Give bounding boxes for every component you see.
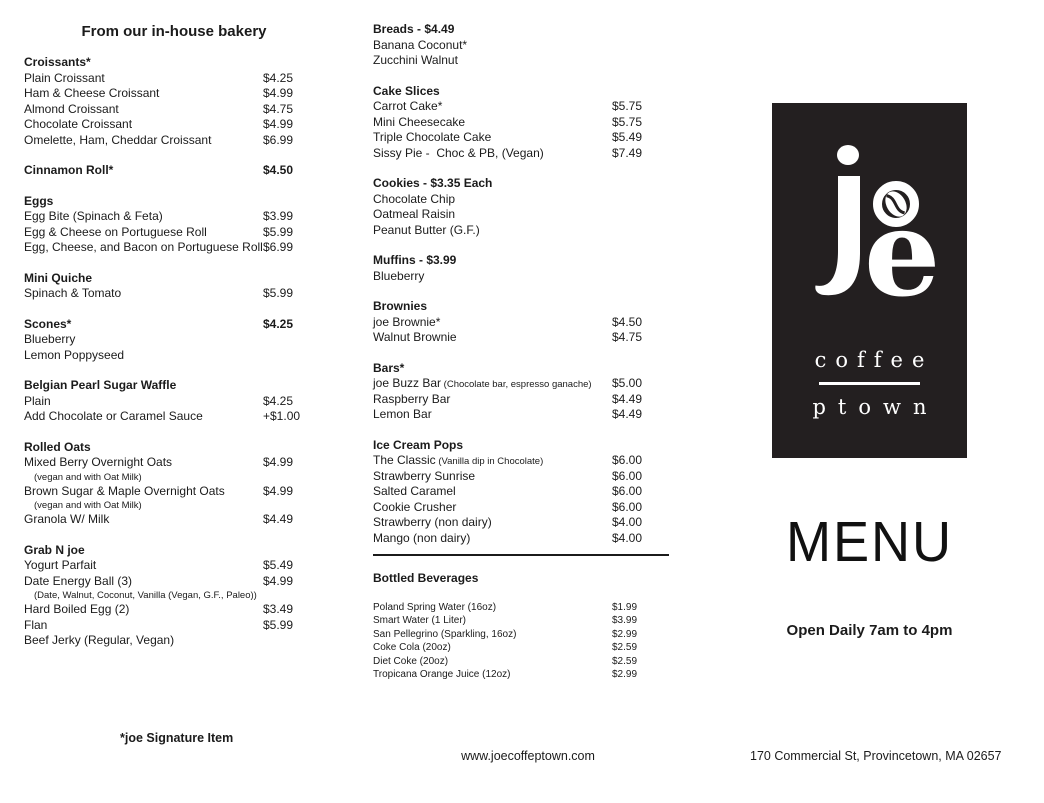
left-sections — [24, 55, 314, 649]
menu-item-row — [24, 71, 314, 87]
menu-item-name: Banana Coconut* — [373, 37, 468, 52]
menu-item-price: $4.99 — [263, 117, 294, 131]
section-heading-row — [373, 438, 673, 454]
menu-item-price: $4.49 — [263, 512, 294, 526]
menu-item-name: Lemon Bar — [373, 407, 432, 421]
middle-sections — [373, 22, 673, 682]
menu-item-row — [373, 38, 673, 54]
menu-item-price: $4.50 — [612, 314, 643, 329]
menu-section — [373, 84, 673, 162]
menu-item-price: $6.00 — [612, 499, 643, 514]
menu-item-price: $4.00 — [612, 515, 643, 529]
menu-item-price: $4.49 — [612, 391, 643, 406]
menu-item-price: $5.99 — [263, 224, 294, 239]
menu-item-name: Cookie Crusher — [373, 499, 457, 514]
logo-ptown-text: ptown — [812, 395, 939, 419]
section-heading: Scones* — [24, 316, 72, 331]
menu-item-price: $6.00 — [612, 453, 643, 467]
menu-item-row — [24, 455, 314, 471]
menu-section — [373, 253, 673, 284]
menu-item-name: Lemon Poppyseed — [24, 347, 125, 362]
menu-item-note: (Vanilla dip in Chocolate) — [435, 456, 544, 467]
menu-section — [24, 317, 314, 364]
menu-item-row — [373, 453, 673, 469]
menu-item-row — [24, 209, 314, 225]
section-heading: Breads - $4.49 — [373, 22, 455, 36]
section-heading: Bottled Beverages — [373, 571, 479, 585]
menu-item-price: $5.49 — [612, 130, 643, 144]
menu-item-price: $1.99 — [612, 601, 638, 613]
menu-item-row — [373, 392, 673, 408]
menu-item-price: $2.59 — [612, 655, 638, 667]
menu-item-price: +$1.00 — [263, 409, 301, 423]
menu-item-name: joe Brownie* — [373, 314, 441, 329]
menu-item-name: Granola W/ Milk — [24, 512, 110, 526]
menu-item-row — [24, 117, 314, 133]
section-heading: Ice Cream Pops — [373, 437, 464, 452]
menu-item-name: Strawberry (non dairy) — [373, 515, 492, 529]
menu-item-price: $6.00 — [612, 484, 643, 498]
menu-item-row — [24, 633, 314, 649]
menu-item-row — [24, 348, 314, 364]
menu-item-name: Plain — [24, 393, 51, 408]
menu-item-row — [24, 602, 314, 618]
logo-divider-line — [819, 382, 920, 385]
menu-item-name: Blueberry — [24, 332, 76, 346]
menu-item-row — [373, 500, 673, 516]
menu-item-row — [24, 332, 314, 348]
menu-item-price: $4.99 — [263, 483, 294, 498]
section-heading-row — [373, 253, 673, 269]
menu-item-name: Triple Chocolate Cake — [373, 130, 492, 144]
menu-item-price: $5.99 — [263, 617, 294, 632]
menu-item-row — [373, 614, 673, 628]
menu-item-price: $5.99 — [263, 286, 294, 300]
menu-item-price: $3.49 — [263, 602, 294, 616]
section-heading: Cinnamon Roll* — [24, 163, 114, 177]
section-heading-row — [373, 571, 673, 587]
spacer — [373, 587, 673, 601]
section-heading: Grab N joe — [24, 542, 85, 557]
menu-item-name: Walnut Brownie — [373, 330, 457, 344]
menu-item-row — [373, 115, 673, 131]
menu-item-name: joe Buzz Bar (Chocolate bar, espresso ganache) — [373, 376, 592, 390]
menu-item-name: Almond Croissant — [24, 101, 119, 116]
menu-item-row — [373, 469, 673, 485]
menu-item-name: Mixed Berry Overnight Oats — [24, 455, 173, 469]
section-heading: Cookies - $3.35 Each — [373, 176, 493, 190]
menu-item-price: $5.75 — [612, 99, 643, 113]
menu-item-row — [373, 192, 673, 208]
menu-item-row — [24, 558, 314, 574]
menu-section — [24, 440, 314, 528]
menu-item-row — [24, 574, 314, 590]
menu-item-name: Salted Caramel — [373, 484, 456, 498]
menu-section — [373, 361, 673, 423]
menu-item-price: $2.99 — [612, 628, 638, 640]
menu-item-price: $4.75 — [263, 101, 294, 116]
menu-item-row — [373, 146, 673, 162]
menu-section — [373, 571, 673, 682]
section-heading-row — [24, 163, 314, 179]
menu-item-row — [373, 484, 673, 500]
menu-item-price: $2.99 — [612, 669, 638, 680]
section-heading-row — [373, 22, 673, 38]
menu-section — [24, 543, 314, 649]
section-heading-price: $4.25 — [263, 316, 294, 331]
menu-item-row — [373, 655, 673, 669]
logo-e: e — [864, 183, 941, 324]
menu-item-row — [24, 409, 314, 425]
left-column — [24, 24, 314, 649]
menu-item-name: The Classic (Vanilla dip in Chocolate) — [373, 453, 544, 467]
menu-item-name: Egg, Cheese, and Bacon on Portuguese Roll — [24, 240, 263, 254]
menu-item-name: Diet Coke (20oz) — [373, 655, 449, 667]
menu-item-row — [373, 601, 673, 615]
section-heading-row — [24, 440, 314, 456]
menu-item-name: Brown Sugar & Maple Overnight Oats — [24, 483, 225, 498]
logo-coffee-text: coffee — [814, 348, 934, 372]
menu-item-row — [373, 407, 673, 423]
menu-item-row — [24, 225, 314, 241]
menu-item-row — [373, 269, 673, 285]
menu-item-price: $4.25 — [263, 393, 294, 408]
middle-column — [373, 22, 673, 682]
menu-item-price: $3.99 — [263, 209, 294, 223]
section-heading: Cake Slices — [373, 83, 440, 98]
menu-item-price: $4.99 — [263, 455, 294, 469]
menu-item-name: Beef Jerky (Regular, Vegan) — [24, 633, 175, 647]
menu-item-price: $3.99 — [612, 615, 638, 626]
menu-item-row — [24, 618, 314, 634]
menu-item-row — [373, 315, 673, 331]
menu-item-row — [373, 531, 673, 547]
menu-item-row — [24, 240, 314, 256]
hours-text: Open Daily 7am to 4pm — [786, 622, 953, 639]
menu-item-name: Smart Water (1 Liter) — [373, 615, 466, 626]
menu-item-name: Flan — [24, 617, 48, 632]
section-heading: Muffins - $3.99 — [373, 253, 457, 267]
menu-item-row — [24, 133, 314, 149]
menu-section — [373, 438, 673, 547]
menu-section — [373, 176, 673, 238]
menu-item-name: Mango (non dairy) — [373, 530, 471, 545]
menu-item-name: Peanut Butter (G.F.) — [373, 222, 480, 237]
section-heading-row — [373, 176, 673, 192]
footer-website: www.joecoffeptown.com — [461, 749, 595, 763]
menu-item-note: (vegan and with Oat Milk) — [34, 500, 142, 511]
menu-item-name: Plain Croissant — [24, 70, 105, 85]
menu-item-row — [373, 641, 673, 655]
menu-item-row — [24, 512, 314, 528]
section-heading-price: $4.50 — [263, 163, 294, 177]
menu-item-row — [24, 102, 314, 118]
menu-item-price: $4.00 — [612, 530, 643, 545]
menu-item-name: Mini Cheesecake — [373, 114, 466, 129]
menu-item-name: Ham & Cheese Croissant — [24, 86, 160, 100]
menu-item-price: $5.49 — [263, 558, 294, 572]
menu-item-name: Omelette, Ham, Cheddar Croissant — [24, 132, 212, 147]
section-heading-row — [24, 55, 314, 71]
menu-item-row — [24, 484, 314, 500]
signature-footnote: *joe Signature Item — [120, 731, 234, 745]
section-heading-row — [24, 194, 314, 210]
menu-section — [24, 378, 314, 425]
menu-item-name: Tropicana Orange Juice (12oz) — [373, 669, 511, 680]
menu-item-row — [373, 515, 673, 531]
section-heading-row — [24, 378, 314, 394]
footer-address: 170 Commercial St, Provincetown, MA 02657 — [750, 749, 1002, 763]
menu-item-note: (Date, Walnut, Coconut, Vanilla (Vegan, G.F., Paleo)) — [34, 590, 257, 601]
section-heading-row — [373, 299, 673, 315]
menu-item-price: $2.59 — [612, 642, 638, 653]
section-heading: Croissants* — [24, 55, 91, 69]
section-heading-row — [24, 271, 314, 287]
menu-item-name: Strawberry Sunrise — [373, 468, 476, 483]
menu-item-name: Raspberry Bar — [373, 391, 451, 406]
menu-item-name: Sissy Pie - Choc & PB, (Vegan) — [373, 145, 544, 160]
menu-item-row — [24, 394, 314, 410]
menu-item-name: Yogurt Parfait — [24, 558, 97, 572]
menu-item-name: Poland Spring Water (16oz) — [373, 601, 497, 613]
menu-item-price: $5.00 — [612, 376, 643, 390]
menu-item-note: (vegan and with Oat Milk) — [34, 471, 142, 483]
menu-item-name: Zucchini Walnut — [373, 53, 458, 67]
menu-item-name: Egg & Cheese on Portuguese Roll — [24, 224, 207, 239]
section-heading: Belgian Pearl Sugar Waffle — [24, 378, 177, 392]
menu-item-name: Hard Boiled Egg (2) — [24, 602, 130, 616]
menu-item-name: Egg Bite (Spinach & Feta) — [24, 209, 163, 223]
menu-item-price: $4.49 — [612, 407, 643, 421]
menu-item-row — [373, 668, 673, 682]
menu-section — [24, 55, 314, 148]
section-heading-row — [373, 361, 673, 377]
menu-item-row — [24, 286, 314, 302]
section-heading: Eggs — [24, 193, 54, 208]
menu-item-price: $4.25 — [263, 70, 294, 85]
menu-item-price: $6.99 — [263, 240, 294, 254]
menu-item-price: $6.00 — [612, 468, 643, 483]
menu-item-row — [373, 376, 673, 392]
menu-item-row — [373, 330, 673, 346]
menu-item-name: Coke Cola (20oz) — [373, 642, 451, 653]
bakery-title: From our in-house bakery — [81, 23, 267, 40]
j-dot — [837, 145, 859, 165]
menu-section — [24, 163, 314, 179]
section-heading-row — [373, 84, 673, 100]
menu-item-name: Chocolate Chip — [373, 191, 456, 206]
section-heading: Rolled Oats — [24, 439, 91, 454]
section-heading-row — [24, 543, 314, 559]
menu-item-price: $6.99 — [263, 132, 294, 147]
menu-section — [373, 22, 673, 69]
menu-item-row — [24, 86, 314, 102]
menu-item-name: Blueberry — [373, 268, 425, 283]
menu-section — [373, 299, 673, 346]
menu-item-name: San Pellegrino (Sparkling, 16oz) — [373, 628, 517, 640]
menu-item-price: $4.99 — [263, 573, 294, 588]
menu-item-row — [373, 628, 673, 642]
menu-item-name: Add Chocolate or Caramel Sauce — [24, 409, 203, 423]
menu-title: MENU — [785, 510, 954, 574]
menu-section — [24, 194, 314, 256]
menu-item-price: $7.49 — [612, 145, 643, 160]
section-heading-row — [24, 317, 314, 333]
section-heading: Mini Quiche — [24, 270, 93, 285]
menu-item-row — [373, 130, 673, 146]
menu-item-name: Spinach & Tomato — [24, 286, 122, 300]
section-heading: Brownies — [373, 299, 428, 313]
menu-item-row — [373, 53, 673, 69]
menu-item-row — [373, 223, 673, 239]
menu-item-name: Chocolate Croissant — [24, 117, 133, 131]
menu-item-name: Oatmeal Raisin — [373, 207, 456, 221]
menu-item-price: $5.75 — [612, 114, 643, 129]
menu-item-row — [373, 99, 673, 115]
menu-item-price: $4.99 — [263, 86, 294, 100]
menu-item-name: Carrot Cake* — [373, 99, 443, 113]
menu-item-note: (Chocolate bar, espresso ganache) — [441, 379, 592, 390]
menu-section — [24, 271, 314, 302]
section-heading: Bars* — [373, 360, 405, 375]
joe-logo — [772, 103, 967, 458]
section-divider — [373, 554, 669, 556]
menu-item-price: $4.75 — [612, 330, 643, 344]
menu-item-row — [373, 207, 673, 223]
menu-item-name: Date Energy Ball (3) — [24, 573, 133, 588]
